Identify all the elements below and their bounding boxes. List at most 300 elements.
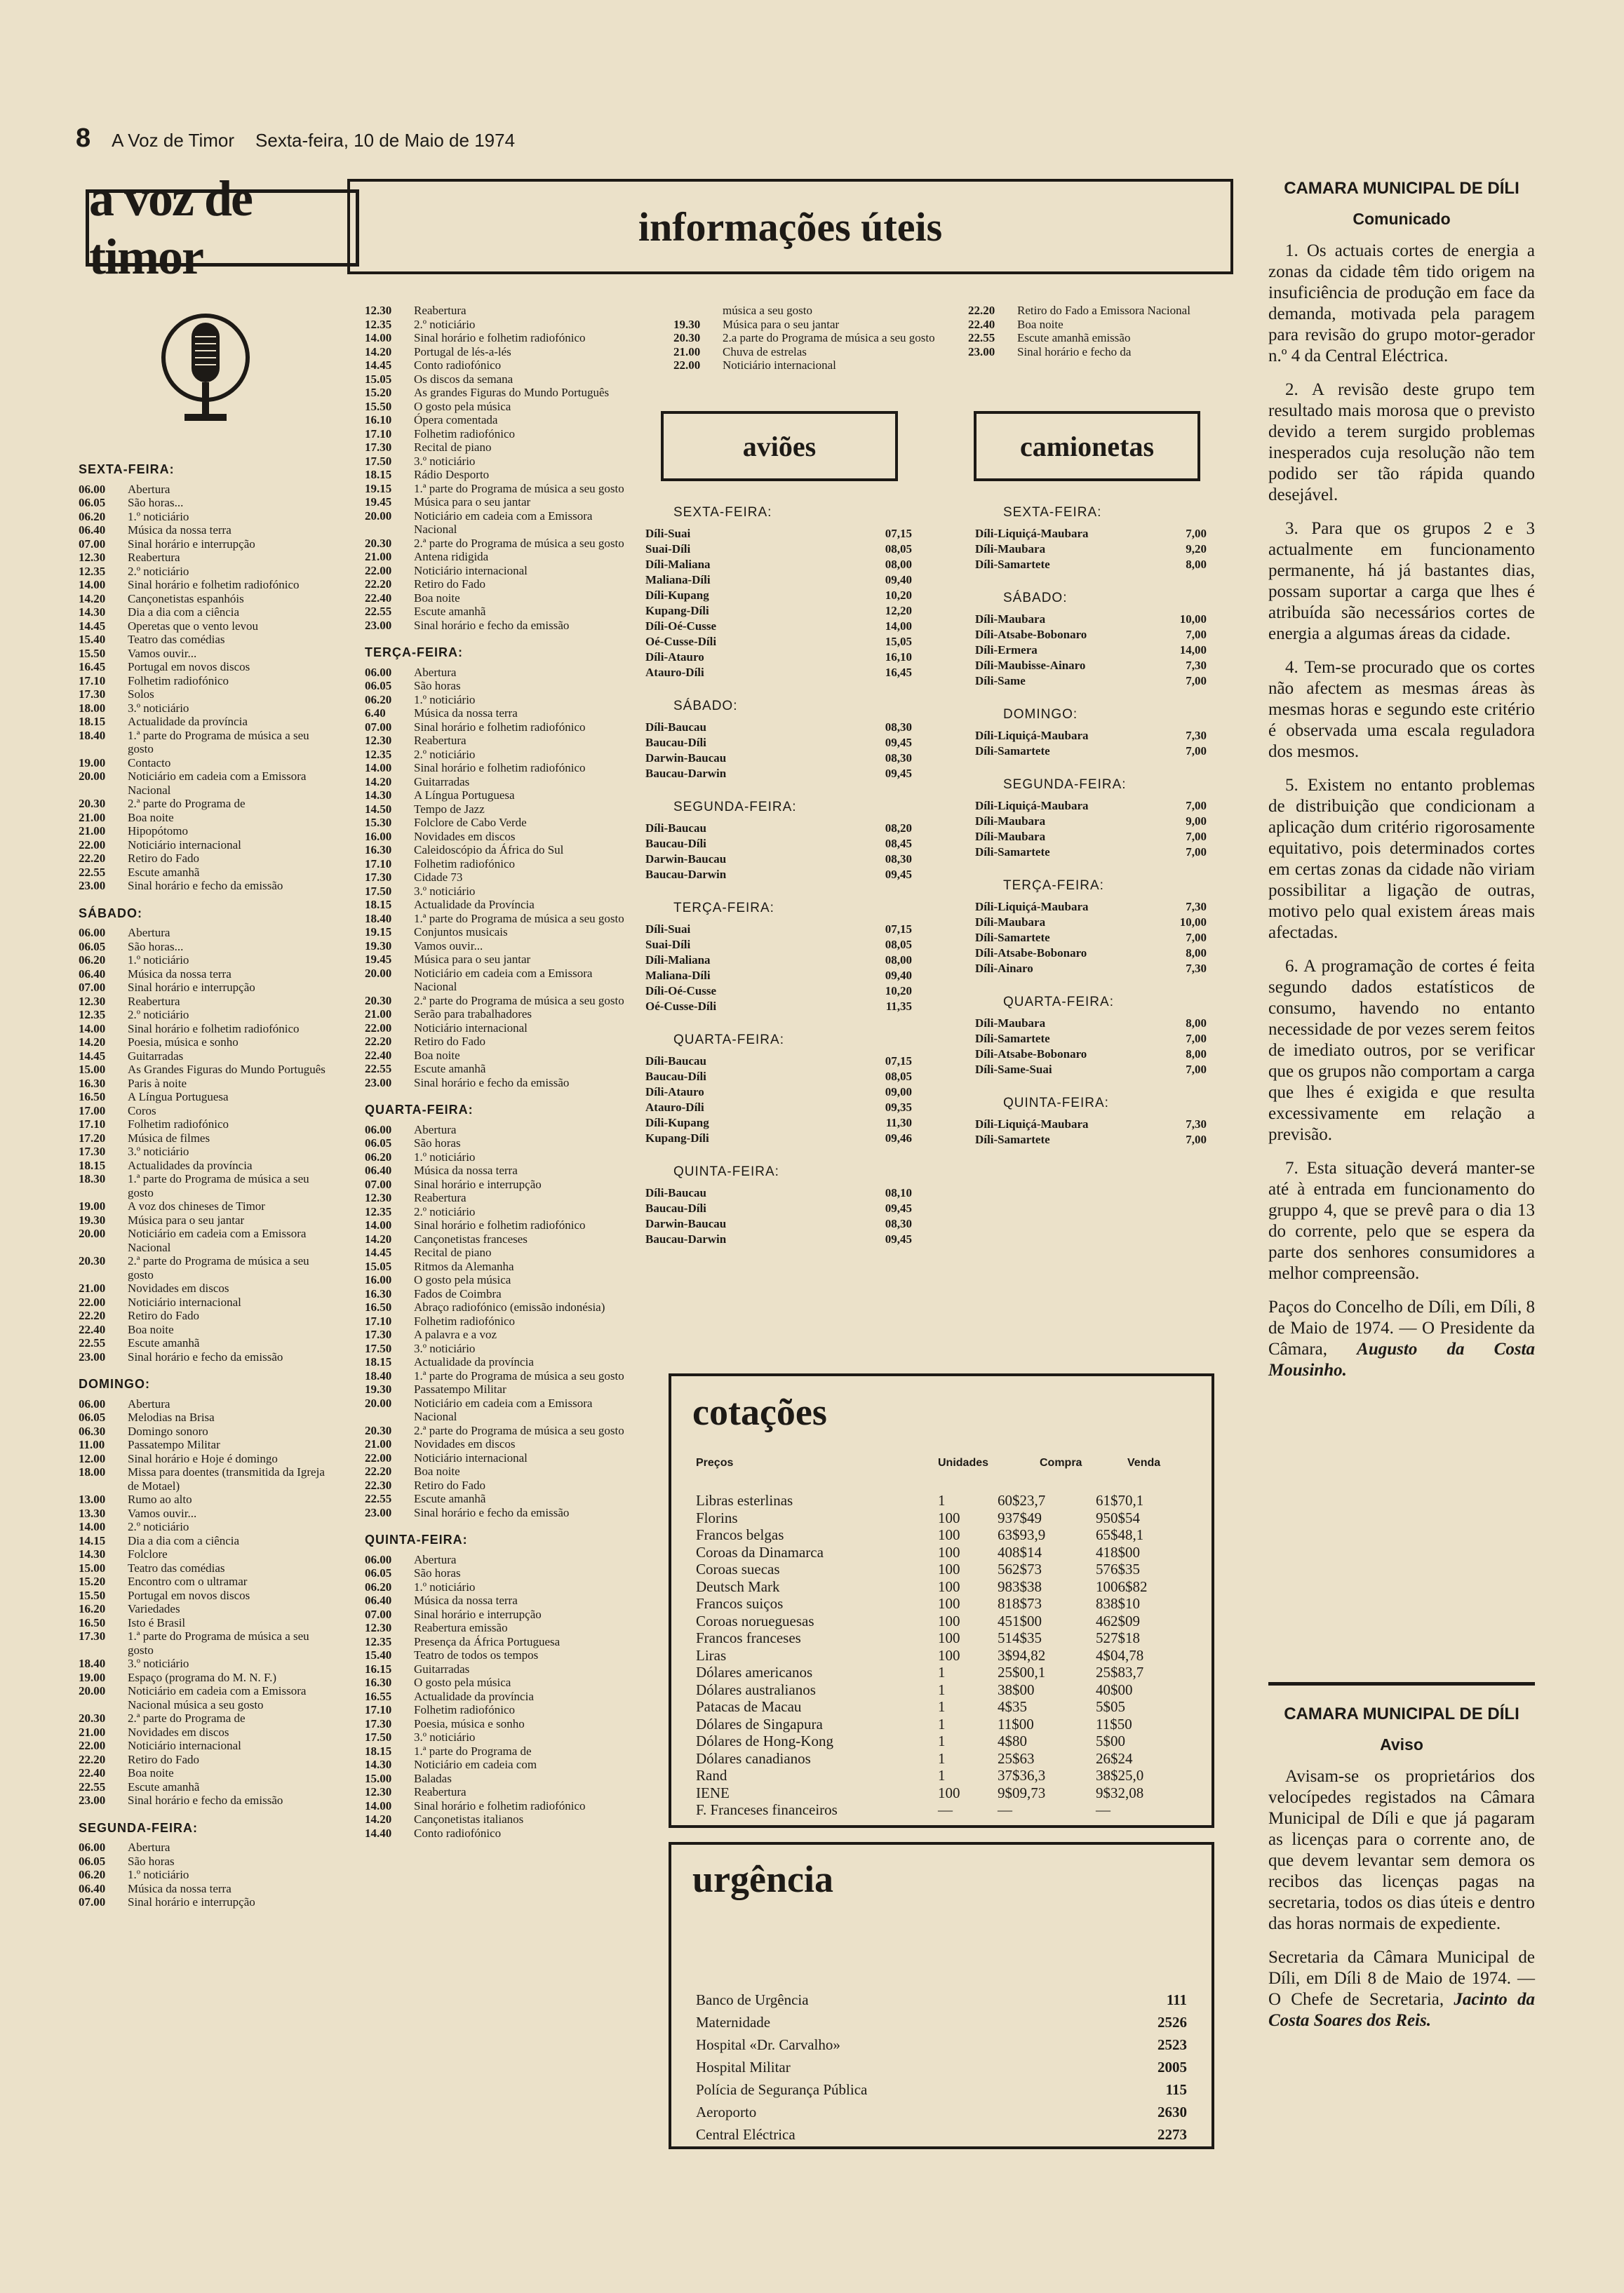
currency-name: Coroas da Dinamarca [696, 1543, 824, 1561]
schedule-program: Boa noite [128, 1766, 174, 1780]
schedule-program: Retiro do Fado [128, 852, 199, 865]
schedule-entry [79, 926, 331, 940]
route-row [645, 821, 912, 836]
currency-unit: 100 [938, 1561, 960, 1578]
schedule-program: Retiro do Fado [414, 1035, 485, 1048]
currency-name: Francos belgas [696, 1526, 784, 1543]
schedule-program: Retiro do Fado a Emissora Nacional [1017, 304, 1190, 317]
schedule-program: Boa noite [1017, 317, 1063, 331]
schedule-program: 3.º noticiário [128, 701, 189, 715]
schedule-time: 07.00 [365, 1177, 392, 1191]
schedule-entry [365, 564, 635, 578]
schedule-time: 12.30 [79, 994, 106, 1008]
schedule-time: 19.30 [673, 317, 701, 331]
schedule-time: 23.00 [365, 618, 392, 632]
schedule-entry [365, 1827, 635, 1841]
schedule-program: Sinal horário e folhetim radiofónico [414, 1798, 586, 1813]
schedule-entry [365, 1424, 635, 1438]
service-name: Maternidade [696, 2014, 771, 2031]
buy-rate: 25$00,1 [998, 1664, 1046, 1681]
sell-rate: 1006$82 [1096, 1578, 1148, 1595]
schedule-program: 2.º noticiário [414, 317, 476, 331]
schedule-time: 22.20 [365, 577, 392, 591]
schedule-program: Poesia, música e sonho [414, 1716, 525, 1730]
schedule-program: 1.ª parte do Programa de música a seu gosto [128, 1629, 309, 1657]
schedule-time: 16.50 [365, 1300, 392, 1314]
route-row [975, 612, 1207, 627]
schedule-time: 20.00 [365, 509, 392, 523]
sell-rate: 5$05 [1096, 1698, 1125, 1715]
route-time: 09,45 [885, 1232, 912, 1246]
schedule-time: 19.15 [365, 481, 392, 495]
schedule-program: 3.º noticiário [414, 454, 476, 468]
schedule-entry [365, 734, 635, 748]
schedule-program: 3.º noticiário [414, 1341, 476, 1355]
route-time: 8,00 [1186, 1047, 1207, 1061]
schedule-entry [365, 427, 635, 441]
schedule-entry [365, 1300, 635, 1314]
cotacao-row [696, 1613, 1194, 1630]
schedule-program: 1.ª parte do Programa de [414, 1744, 532, 1758]
route-name: Díli-Samartete [975, 1133, 1050, 1146]
schedule-program: Poesia, música e sonho [128, 1035, 239, 1049]
schedule-program: Recital de piano [414, 1246, 492, 1259]
schedule-time: 21.00 [365, 550, 392, 563]
schedule-program: Abertura [128, 1397, 170, 1411]
route-time: 9,00 [1186, 814, 1207, 828]
schedule-time: 13.30 [79, 1506, 106, 1520]
schedule-time: 13.00 [79, 1493, 106, 1506]
schedule-program: Sinal horário e interrupção [128, 537, 255, 551]
schedule-time: 15.50 [79, 646, 106, 660]
schedule-program: Abertura [414, 665, 457, 679]
schedule-time: 18.15 [79, 1158, 106, 1172]
schedule-time: 16.00 [365, 1273, 392, 1286]
schedule-program: 3.º noticiário [414, 884, 476, 898]
schedule-entry [365, 1232, 635, 1246]
route-time: 7,00 [1186, 845, 1207, 859]
page-header [76, 123, 515, 159]
schedule-entry [365, 1580, 635, 1594]
schedule-time: 22.55 [365, 1492, 392, 1505]
schedule-program: Novidades em discos [414, 829, 516, 843]
schedule-program: Noticiário internacional [414, 1451, 528, 1465]
buy-rate: 514$35 [998, 1629, 1042, 1646]
schedule-entry [365, 1635, 635, 1649]
schedule-entry [79, 1753, 331, 1767]
schedule-time: 14.20 [79, 1035, 106, 1049]
schedule-entry [365, 693, 635, 707]
schedule-program: Teatro das comédias [128, 633, 225, 646]
schedule-program: Folhetim radiofónico [414, 856, 516, 870]
route-time: 08,00 [885, 953, 912, 967]
schedule-time: 12.30 [365, 1191, 392, 1204]
route-time: 09,45 [885, 868, 912, 881]
schedule-time: 12.30 [365, 304, 392, 317]
schedule-entry [968, 318, 1217, 332]
route-time: 08,45 [885, 837, 912, 850]
schedule-time: 06.30 [79, 1424, 106, 1438]
schedule-entry [365, 761, 635, 775]
schedule-program: Teatro das comédias [128, 1561, 225, 1575]
schedule-program: São horas... [128, 496, 184, 509]
route-time: 08,05 [885, 938, 912, 951]
buy-rate: 37$36,3 [998, 1767, 1046, 1784]
route-row [645, 867, 912, 882]
route-time: 7,00 [1186, 527, 1207, 540]
schedule-entry [365, 666, 635, 680]
route-time: 08,30 [885, 852, 912, 866]
cotacao-row [696, 1578, 1194, 1596]
route-day: SÁBADO: [1003, 591, 1068, 605]
currency-unit: 1 [938, 1715, 946, 1733]
schedule-time: 20.30 [79, 1712, 106, 1725]
schedule-time: 14.20 [365, 344, 392, 358]
schedule-time: 23.00 [79, 879, 106, 892]
schedule-entry [79, 838, 331, 852]
route-row [645, 619, 912, 634]
schedule-program: Contacto [128, 755, 171, 769]
route-name: Baucau-Díli [645, 1202, 706, 1215]
route-time: 16,10 [885, 650, 912, 664]
schedule-entry [79, 1172, 331, 1199]
schedule-entry [365, 577, 635, 591]
schedule-entry [79, 1254, 331, 1282]
comunicado-heading: CAMARA MUNICIPAL DE DÍLI [1284, 179, 1519, 198]
cotacao-row [696, 1561, 1194, 1578]
route-row [645, 588, 912, 603]
route-day: DOMINGO: [1003, 707, 1078, 722]
buy-rate: — [998, 1801, 1012, 1818]
schedule-program: Noticiário internacional [414, 1021, 528, 1035]
paragraph: 7. Esta situação deverá manter-se até à entrada em funcionamento do gruppo 4, que se prevê para o dia 13 do corrente, pelo que se espera da parte dos senhores consumidores a melhor compreensão. [1268, 1159, 1535, 1283]
schedule-entry [79, 510, 331, 524]
schedule-entry [365, 1594, 635, 1608]
schedule-entry [365, 1451, 635, 1465]
schedule-entry [79, 1104, 331, 1118]
schedule-entry [79, 1227, 331, 1254]
schedule-time: 19.00 [79, 755, 106, 769]
currency-unit: 100 [938, 1578, 960, 1595]
schedule-program: Escute amanhã [128, 1336, 200, 1350]
route-day: SEXTA-FEIRA: [1003, 505, 1102, 520]
schedule-time: 22.55 [79, 1336, 106, 1350]
currency-unit: 1 [938, 1733, 946, 1749]
route-time: 09,46 [885, 1131, 912, 1145]
route-row [645, 1100, 912, 1115]
schedule-entry [79, 1766, 331, 1780]
currency-unit: 1 [938, 1492, 946, 1509]
route-row [975, 829, 1207, 845]
schedule-entry [365, 1703, 635, 1717]
schedule-entry [79, 537, 331, 551]
currency-unit: 100 [938, 1526, 960, 1543]
route-name: Darwin-Baucau [645, 1217, 727, 1230]
schedule-program: Sinal horário e fecho da emissão [414, 1505, 570, 1519]
schedule-time: 22.55 [79, 1780, 106, 1794]
schedule-program: Hipopótomo [128, 824, 188, 838]
schedule-program: Conjuntos musicais [414, 925, 508, 939]
schedule-entry [673, 358, 940, 372]
route-time: 10,20 [885, 984, 912, 997]
route-name: Díli-Samartete [975, 558, 1050, 571]
currency-name: Dólares de Singapura [696, 1715, 823, 1733]
route-row [645, 999, 912, 1014]
route-day: TERÇA-FEIRA: [673, 901, 774, 915]
schedule-program: Noticiário em cadeia com [414, 1758, 537, 1771]
schedule-entry [79, 1684, 331, 1712]
schedule-program: São horas [128, 1854, 175, 1868]
schedule-program: Escute amanhã [128, 865, 200, 879]
schedule-time [673, 304, 723, 318]
schedule-entry [79, 715, 331, 729]
sell-rate: — [1096, 1801, 1110, 1818]
schedule-time: 22.20 [79, 1309, 106, 1322]
route-name: Díli-Atauro [645, 650, 704, 664]
route-time: 9,20 [1186, 542, 1207, 556]
sell-rate: 418$00 [1096, 1543, 1140, 1561]
schedule-time: 21.00 [79, 1725, 106, 1739]
route-time: 7,30 [1186, 900, 1207, 913]
service-name: Central Eléctrica [696, 2126, 796, 2143]
urgencia-row [696, 2033, 1187, 2056]
schedule-time: 16.20 [79, 1602, 106, 1615]
masthead-logo: a voz de timor [86, 189, 359, 267]
sell-rate: 65$48,1 [1096, 1526, 1144, 1543]
schedule-program: Música da nossa terra [414, 1164, 518, 1177]
schedule-entry [79, 660, 331, 674]
route-name: Díli-Maubara [975, 542, 1046, 556]
paragraph: 1. Os actuais cortes de energia a zonas da cidade têm tido origem na insuficiência de produção em face da demanda, motivada pela paragem para revisão do grupo motor-gerador n.º 4 da Central Eléctrica. [1268, 241, 1535, 365]
route-row [645, 1232, 912, 1247]
route-name: Díli-Samartete [975, 744, 1050, 758]
schedule-program: Encontro com o ultramar [128, 1575, 248, 1588]
schedule-program: Operetas que o vento levou [128, 619, 258, 633]
schedule-program: Actualidades da província [128, 1158, 253, 1172]
schedule-time: 06.00 [79, 482, 106, 496]
route-time: 15,05 [885, 635, 912, 648]
schedule-time: 17.30 [365, 441, 392, 454]
paragraph: 6. A programação de cortes é feita segundo dados estatísticos de consumo, havendo no entanto necessidade de por vezes serem feitos de imediato outros, por se verificar que os grupos não comportam a carga que lhes é exigida e que resulta excessivamente em relação a previsão. [1268, 957, 1535, 1144]
schedule-entry [365, 1191, 635, 1205]
route-name: Díli-Samartete [975, 845, 1050, 859]
sell-rate: 5$00 [1096, 1733, 1125, 1749]
schedule-program: Ópera comentada [414, 413, 498, 426]
schedule-program: O gosto pela música [414, 1273, 511, 1286]
schedule-time: 21.00 [673, 344, 701, 358]
schedule-time: 06.05 [365, 1136, 392, 1150]
schedule-time: 07.00 [365, 1607, 392, 1621]
route-time: 08,05 [885, 542, 912, 556]
currency-unit: 1 [938, 1749, 946, 1767]
route-name: Díli-Baucau [645, 821, 706, 835]
schedule-program: Reabertura [414, 304, 467, 317]
route-time: 10,00 [1179, 612, 1207, 626]
schedule-entry [79, 1855, 331, 1869]
schedule-program: 2.º noticiário [128, 564, 189, 578]
route-time: 10,00 [1179, 915, 1207, 929]
schedule-program: Sinal horário e interrupção [128, 1895, 255, 1909]
schedule-program: Música para o seu jantar [414, 953, 531, 966]
paper-name: A Voz de Timor [112, 130, 235, 151]
paragraph: 3. Para que os grupos 2 e 3 actualmente em funcionamento permanente, há já bastantes dias, possam suportar a carga que lhes é atribuída são necessários cortes de energia a algumas áreas da cidade. [1268, 519, 1535, 643]
route-day: QUARTA-FEIRA: [1003, 995, 1114, 1009]
schedule-program: Cidade 73 [414, 870, 463, 884]
schedule-program: Noticiário internacional [723, 358, 836, 372]
schedule-program: Boa noite [128, 1322, 174, 1336]
schedule-entry [365, 1758, 635, 1772]
route-time: 7,30 [1186, 962, 1207, 975]
route-row [975, 643, 1207, 658]
route-name: Díli-Atsabe-Bobonaro [975, 1047, 1087, 1061]
schedule-program: 2.ª parte do Programa de música a seu gosto [414, 536, 624, 550]
schedule-entry [365, 1608, 635, 1622]
schedule-time: 17.50 [365, 884, 392, 898]
schedule-time: 06.40 [79, 1881, 106, 1895]
schedule-time: 12.35 [365, 747, 392, 761]
schedule-time: 06.05 [79, 939, 106, 953]
schedule-time: 06.00 [79, 926, 106, 939]
route-row [975, 814, 1207, 829]
schedule-program: Novidades em discos [414, 1437, 516, 1451]
currency-name: Coroas suecas [696, 1561, 780, 1578]
schedule-time: 06.00 [79, 1841, 106, 1854]
schedule-time: 22.00 [79, 1739, 106, 1752]
schedule-entry [365, 1492, 635, 1506]
schedule-entry [79, 967, 331, 981]
sell-rate: 40$00 [1096, 1681, 1133, 1698]
radio-schedule-column-3 [673, 304, 940, 372]
radio-schedule-column-1 [79, 463, 331, 1909]
schedule-program: O gosto pela música [414, 1676, 511, 1689]
schedule-entry [79, 1602, 331, 1616]
schedule-entry [79, 1575, 331, 1589]
schedule-program: Passatempo Militar [414, 1383, 506, 1396]
route-name: Díli-Samartete [975, 931, 1050, 944]
route-row [645, 526, 912, 542]
schedule-time: 18.15 [365, 468, 392, 481]
microphone-icon [160, 309, 251, 428]
schedule-time: 06.05 [79, 496, 106, 509]
cotacao-row [696, 1647, 1194, 1665]
schedule-time: 06.20 [79, 953, 106, 967]
schedule-entry [365, 509, 635, 537]
route-name: Darwin-Baucau [645, 852, 727, 866]
schedule-entry [79, 647, 331, 661]
schedule-entry [79, 1350, 331, 1364]
cotacao-row [696, 1664, 1194, 1681]
schedule-program: Ritmos da Alemanha [414, 1259, 514, 1273]
schedule-time: 15.00 [79, 1561, 106, 1575]
schedule-time: 22.40 [79, 1322, 106, 1336]
schedule-time: 06.05 [365, 1566, 392, 1580]
schedule-entry [79, 1213, 331, 1228]
schedule-time: 14.50 [365, 802, 392, 816]
currency-unit: 100 [938, 1629, 960, 1646]
schedule-time: 06.40 [79, 523, 106, 537]
route-name: Baucau-Darwin [645, 767, 727, 780]
cotacao-row [696, 1526, 1194, 1544]
schedule-program: Boa noite [414, 1048, 460, 1062]
schedule-entry [365, 1355, 635, 1369]
schedule-entry [79, 1465, 331, 1493]
schedule-program: Portugal de lés-a-lés [414, 344, 511, 358]
schedule-entry [365, 1314, 635, 1329]
schedule-time: 22.55 [79, 865, 106, 879]
schedule-entry [79, 1159, 331, 1173]
buy-rate: 408$14 [998, 1543, 1042, 1561]
schedule-entry [79, 523, 331, 537]
route-name: Díli-Oé-Cusse [645, 984, 717, 997]
schedule-program: Sinal horário e fecho da emissão [128, 1350, 283, 1364]
route-row [645, 1131, 912, 1146]
sell-rate: 462$09 [1096, 1612, 1140, 1629]
schedule-day: SEGUNDA-FEIRA: [79, 1820, 198, 1835]
schedule-program: 3.º noticiário [414, 1730, 476, 1744]
schedule-program: A palavra e a voz [414, 1328, 497, 1341]
schedule-time: 16.30 [365, 843, 392, 856]
schedule-program: Folhetim radiofónico [128, 1117, 229, 1131]
schedule-entry [79, 824, 331, 838]
route-row [975, 946, 1207, 961]
route-row [645, 1054, 912, 1069]
route-name: Díli-Liquiçá-Maubara [975, 900, 1089, 913]
schedule-entry [365, 482, 635, 496]
schedule-entry [365, 386, 635, 400]
cotacao-row [696, 1698, 1194, 1716]
sell-rate: 11$50 [1096, 1715, 1132, 1733]
schedule-time: 06.00 [365, 1122, 392, 1136]
schedule-entry [673, 331, 940, 345]
schedule-time: 17.50 [365, 454, 392, 468]
schedule-program: Rumo ao alto [128, 1493, 192, 1506]
schedule-entry [79, 1794, 331, 1808]
schedule-program: Noticiário em cadeia com a Emissora Nacional música a seu gosto [128, 1684, 307, 1712]
route-row [645, 983, 912, 999]
schedule-entry [365, 816, 635, 830]
currency-unit: 100 [938, 1646, 960, 1664]
cotacao-row [696, 1750, 1194, 1768]
schedule-entry [365, 619, 635, 633]
route-time: 7,00 [1186, 799, 1207, 812]
schedule-program: Sinal horário e interrupção [414, 1177, 542, 1191]
schedule-entry [968, 331, 1217, 345]
schedule-entry [365, 967, 635, 994]
route-time: 7,30 [1186, 1117, 1207, 1131]
schedule-time: 17.10 [365, 1314, 392, 1328]
schedule-day: TERÇA-FEIRA: [365, 645, 463, 659]
schedule-time: 15.00 [79, 1063, 106, 1076]
schedule-time: 16.55 [365, 1689, 392, 1703]
schedule-entry [365, 706, 635, 720]
schedule-time: 12.30 [365, 1785, 392, 1798]
schedule-entry [79, 1657, 331, 1671]
phone-number: 2526 [1157, 2014, 1187, 2031]
schedule-time: 16.10 [365, 413, 392, 426]
buy-rate: 3$94,82 [998, 1646, 1046, 1664]
schedule-entry [673, 345, 940, 359]
schedule-entry [79, 1077, 331, 1091]
route-time: 08,20 [885, 821, 912, 835]
route-time: 08,00 [885, 558, 912, 571]
schedule-entry [365, 1035, 635, 1049]
schedule-entry [79, 995, 331, 1009]
schedule-entry [79, 1452, 331, 1466]
schedule-entry [365, 775, 635, 789]
schedule-entry [365, 857, 635, 871]
schedule-program: Sinal horário e folhetim radiofónico [128, 578, 300, 591]
schedule-program: Novidades em discos [128, 1725, 229, 1739]
